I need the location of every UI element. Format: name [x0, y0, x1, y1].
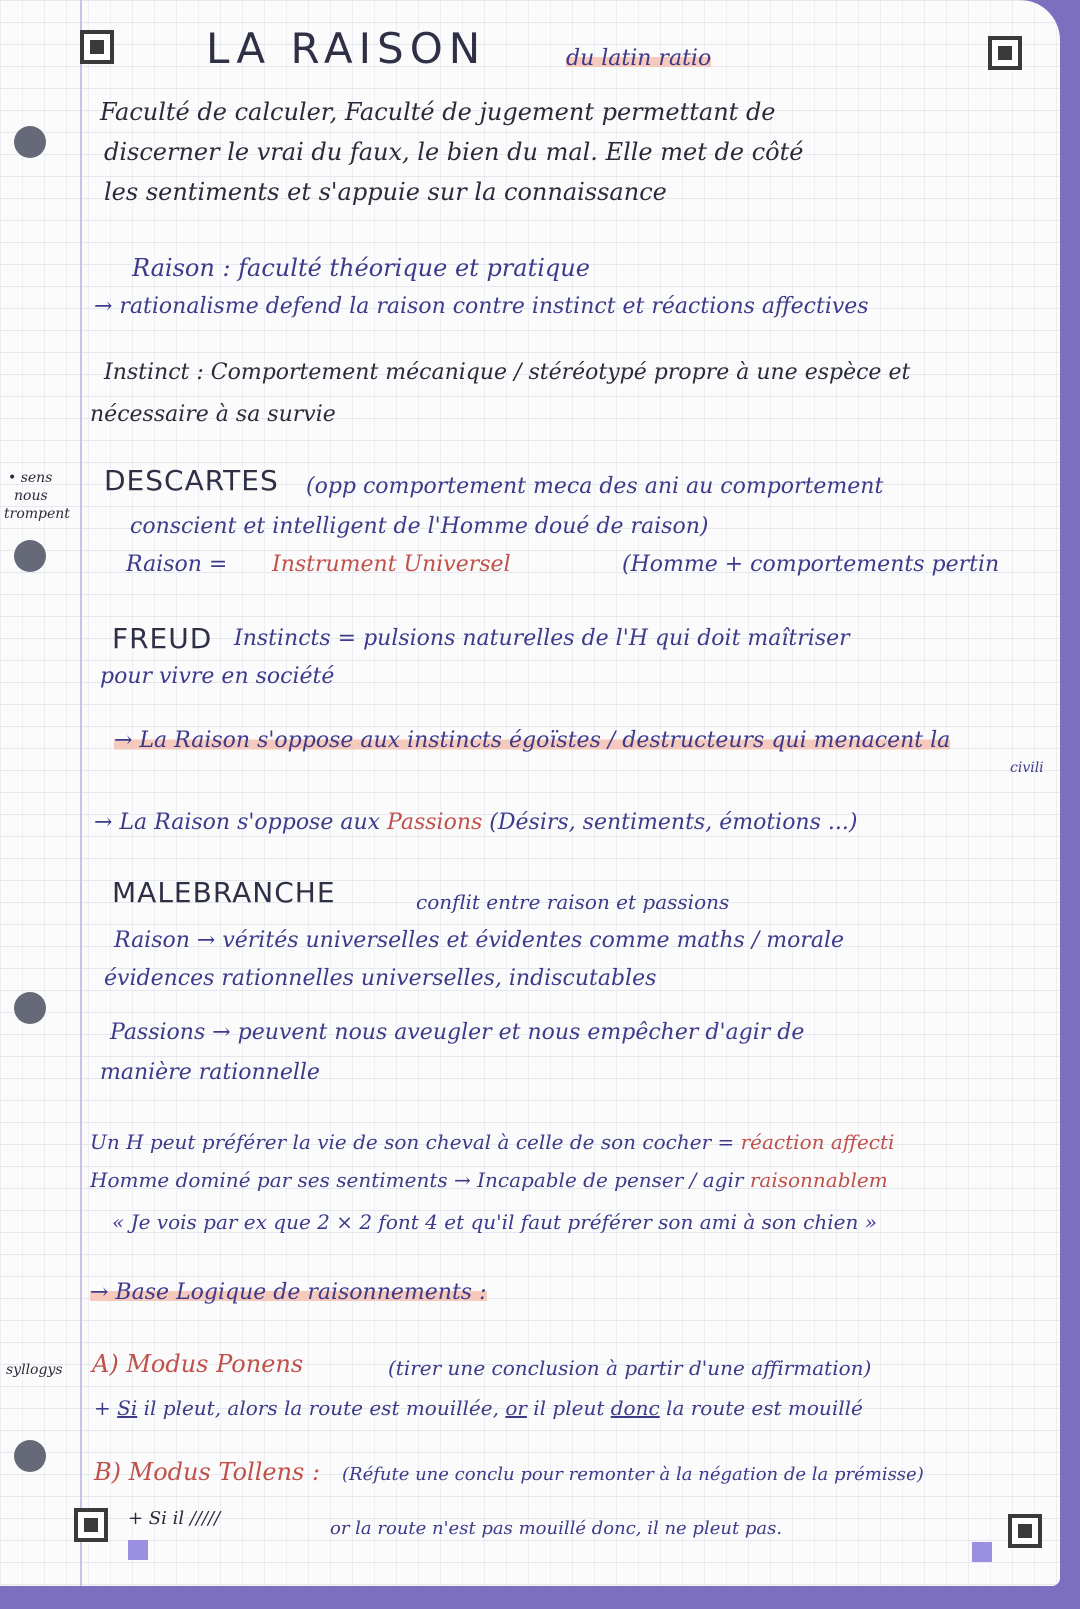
malebranche-quote: « Je vois par ex que 2 × 2 font 4 et qu'il faut préférer son ami à son chien » — [112, 1210, 877, 1234]
malebranche-note: Raison → vérités universelles et évidentes comme maths / morale — [114, 928, 845, 953]
descartes-note: conscient et intelligent de l'Homme doué de raison) — [130, 514, 709, 539]
modus-tollens-label: B) Modus Tollens : — [94, 1458, 321, 1486]
raison-vs-passions: → La Raison s'oppose aux Passions (Désirs, sentiments, émotions ...) — [94, 810, 858, 835]
author-descartes: DESCARTES — [104, 464, 279, 497]
page-title: LA RAISON — [206, 24, 487, 73]
definition-line: discerner le vrai du faux, le bien du mal. Elle met de côté — [104, 138, 804, 166]
example-line: Homme dominé par ses sentiments → Incapable de penser / agir raisonnablem — [90, 1168, 888, 1192]
margin-note: nous — [14, 488, 48, 504]
color-square-icon — [972, 1542, 992, 1562]
example-line: Un H peut préférer la vie de son cheval à celle de son cocher = réaction affecti — [90, 1130, 895, 1154]
modus-ponens-desc: (tirer une conclusion à partir d'une affirmation) — [388, 1356, 872, 1380]
margin-note: trompent — [4, 506, 70, 522]
binder-hole-icon — [14, 992, 46, 1024]
binder-hole-icon — [14, 540, 46, 572]
author-freud: FREUD — [112, 622, 213, 655]
malebranche-note: évidences rationnelles universelles, indiscutables — [104, 966, 657, 991]
modus-ponens-example: + Si il pleut, alors la route est mouillée, or il pleut donc la route est mouillé — [94, 1396, 863, 1420]
color-square-icon — [128, 1540, 148, 1560]
modus-tollens-example: + Si il ///// — [128, 1508, 221, 1529]
definition-line: les sentiments et s'appuie sur la connaissance — [104, 178, 667, 206]
freud-note: pour vivre en société — [100, 664, 335, 689]
instinct-definition: nécessaire à sa survie — [90, 402, 336, 427]
modus-tollens-desc: (Réfute une conclu pour remonter à la négation de la prémisse) — [342, 1464, 924, 1485]
modus-ponens-label: A) Modus Ponens — [92, 1350, 304, 1378]
margin-line — [80, 0, 82, 1586]
definition-line: Faculté de calculer, Faculté de jugement permettant de — [100, 98, 776, 126]
corner-marker-icon — [1008, 1514, 1042, 1548]
malebranche-note: manière rationnelle — [100, 1060, 320, 1085]
binder-hole-icon — [14, 1440, 46, 1472]
corner-marker-icon — [988, 36, 1022, 70]
malebranche-subtitle: conflit entre raison et passions — [416, 890, 730, 914]
instinct-definition: Instinct : Comportement mécanique / stéréotypé propre à une espèce et — [104, 360, 911, 385]
margin-note: • sens — [8, 470, 53, 486]
raison-definition: Raison : faculté théorique et pratique — [132, 254, 590, 282]
modus-tollens-example: or la route n'est pas mouillé donc, il ne pleut pas. — [330, 1518, 783, 1539]
corner-marker-icon — [80, 30, 114, 64]
binder-hole-icon — [14, 126, 46, 158]
raison-vs-instincts: → La Raison s'oppose aux instincts égoïstes / destructeurs qui menacent la — [114, 728, 951, 753]
descartes-raison: Raison = — [126, 552, 228, 577]
raison-vs-instincts-sub: civili — [1010, 760, 1044, 776]
descartes-note: (opp comportement meca des ani au comportement — [306, 474, 884, 499]
base-logique: → Base Logique de raisonnements : — [90, 1280, 487, 1305]
author-malebranche: MALEBRANCHE — [112, 876, 336, 909]
corner-marker-icon — [74, 1508, 108, 1542]
etymology: du latin ratio — [566, 46, 712, 71]
rationalisme-note: → rationalisme defend la raison contre instinct et réactions affectives — [94, 294, 869, 319]
freud-note: Instincts = pulsions naturelles de l'H qui doit maîtriser — [234, 626, 850, 651]
margin-note: syllogys — [6, 1362, 63, 1378]
descartes-instrument: Instrument Universel — [272, 552, 511, 577]
descartes-note: (Homme + comportements pertin — [622, 552, 1000, 577]
malebranche-note: Passions → peuvent nous aveugler et nous empêcher d'agir de — [110, 1020, 805, 1045]
